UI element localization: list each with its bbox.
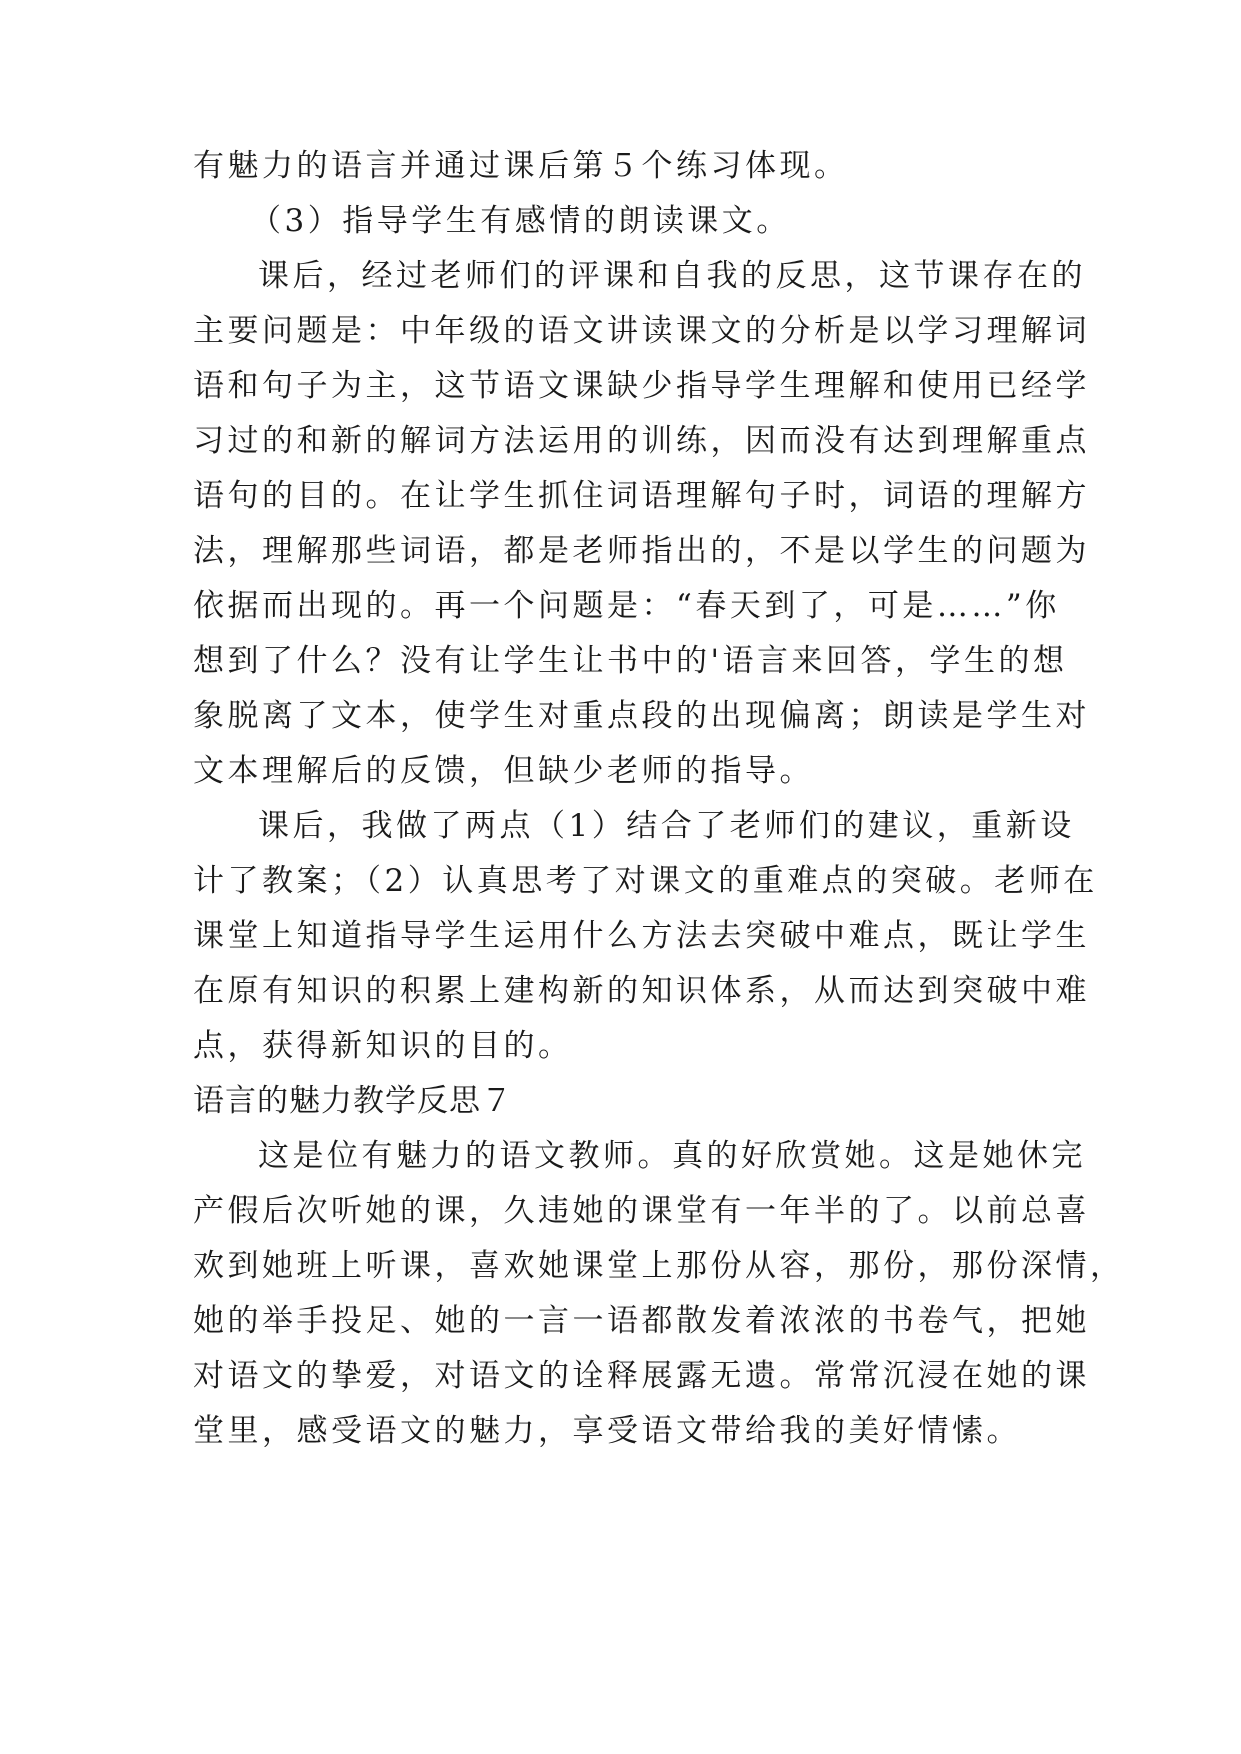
text-line: 点，获得新知识的目的。: [193, 1028, 573, 1064]
text-line: 象脱离了文本，使学生对重点段的出现偏离；朗读是学生对: [193, 698, 1090, 734]
text-line: 计了教案；（2）认真思考了对课文的重难点的突破。老师在: [193, 863, 1098, 899]
text-line: 她的举手投足、她的一言一语都散发着浓浓的书卷气，把她: [193, 1303, 1090, 1339]
text-line: 产假后次听她的课，久违她的课堂有一年半的了。以前总喜: [193, 1193, 1090, 1229]
text-line: 习过的和新的解词方法运用的训练，因而没有达到理解重点: [193, 423, 1090, 459]
text-line: 这是位有魅力的语文教师。真的好欣赏她。这是她休完: [258, 1138, 1086, 1174]
text-line: 课后，经过老师们的评课和自我的反思，这节课存在的: [258, 258, 1086, 294]
text-line: 语和句子为主，这节语文课缺少指导学生理解和使用已经学: [193, 368, 1090, 404]
text-line: （3）指导学生有感情的朗读课文。: [250, 203, 791, 239]
text-line: 课堂上知道指导学生运用什么方法去突破中难点，既让学生: [193, 918, 1090, 954]
text-line: 主要问题是：中年级的语文讲读课文的分析是以学习理解词: [193, 313, 1090, 349]
text-line: 依据而出现的。再一个问题是：“春天到了，可是……”你: [193, 588, 1060, 624]
text-line: 文本理解后的反馈，但缺少老师的指导。: [193, 753, 814, 789]
text-line: 法，理解那些词语，都是老师指出的，不是以学生的问题为: [193, 533, 1090, 569]
text-line: 堂里，感受语文的魅力，享受语文带给我的美好情愫。: [193, 1413, 1021, 1449]
text-line: 课后，我做了两点（1）结合了老师们的建议，重新设: [258, 808, 1075, 844]
text-line: 语句的目的。在让学生抓住词语理解句子时，词语的理解方: [193, 478, 1090, 514]
text-line: 在原有知识的积累上建构新的知识体系，从而达到突破中难: [193, 973, 1090, 1009]
text-line: 欢到她班上听课，喜欢她课堂上那份从容，那份，那份深情，: [193, 1248, 1125, 1284]
section-heading: 语言的魅力教学反思７: [193, 1083, 513, 1119]
text-line: 想到了什么？没有让学生让书中的'语言来回答，学生的想: [193, 643, 1068, 679]
text-line: 有魅力的语言并通过课后第５个练习体现。: [193, 148, 849, 184]
text-line: 对语文的挚爱，对语文的诠释展露无遗。常常沉浸在她的课: [193, 1358, 1090, 1394]
